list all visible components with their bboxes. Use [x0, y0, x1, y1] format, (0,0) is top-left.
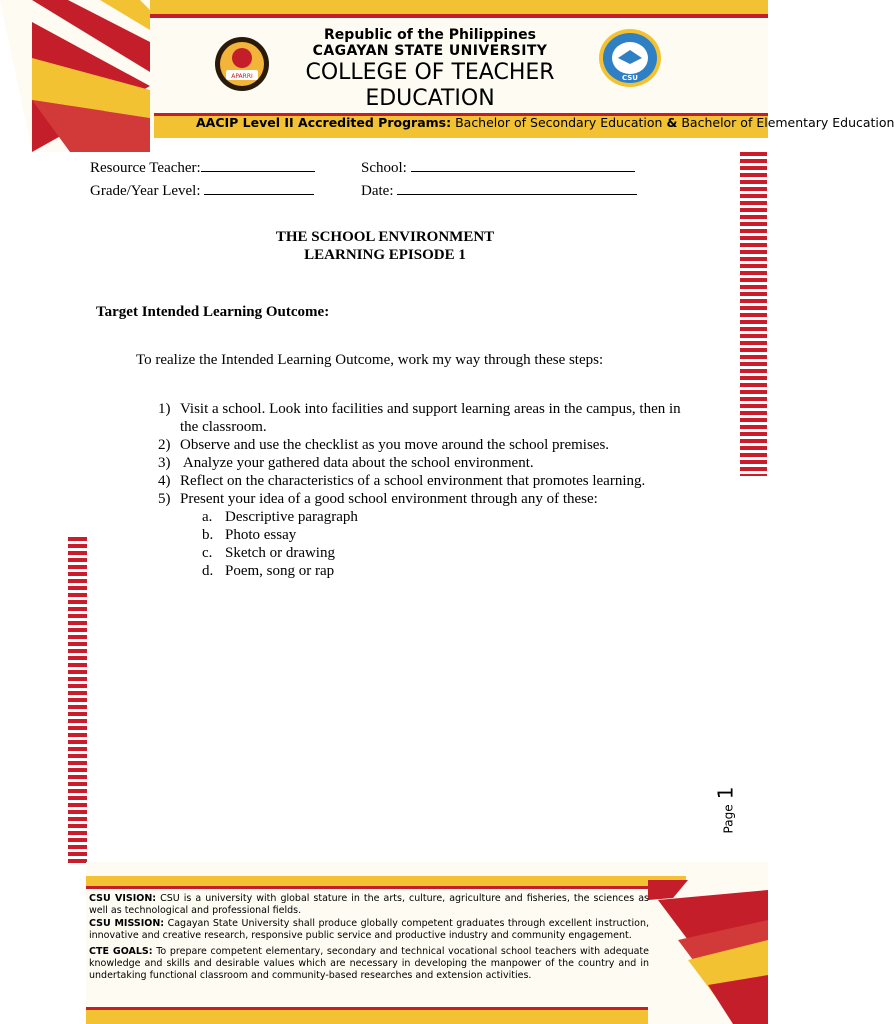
steps-list	[132, 400, 692, 580]
accreditation-text	[196, 115, 894, 133]
school-field	[361, 157, 635, 177]
document-title	[200, 228, 570, 264]
goals-label: CTE GOALS:	[89, 946, 153, 957]
list-item	[132, 454, 692, 472]
document-title-line2: LEARNING EPISODE 1	[304, 247, 466, 263]
option-text: Sketch or drawing	[225, 545, 335, 561]
header-chevron-decoration	[0, 0, 175, 152]
list-item	[132, 472, 692, 490]
cte-goals	[89, 946, 649, 982]
option-text: Descriptive paragraph	[225, 509, 358, 525]
resource-teacher-label: Resource Teacher:	[90, 160, 201, 176]
mission-text: Cagayan State University shall produce globally competent graduates through excellent instruction, innovative and creative research, responsive public service and productive industry and community engagement.	[89, 918, 649, 941]
option-text: Poem, song or rap	[225, 563, 335, 579]
option-letter: b.	[202, 527, 214, 543]
document-title-line1: THE SCHOOL ENVIRONMENT	[275, 229, 495, 245]
footer-chevron-decoration	[648, 880, 768, 1024]
options-list	[180, 508, 692, 580]
goals-text: To prepare competent elementary, secondary and technical vocational school teachers with adequate knowledge and skills and desirable values which are necessary in developing the manpower of the country and in undertaking functional classroom and community-based researches and extension activities.	[89, 946, 649, 981]
accreditation-program-secondary: Bachelor of Secondary Education	[455, 115, 663, 130]
accreditation-label: AACIP Level II Accredited Programs:	[196, 115, 452, 130]
step-text: Observe and use the checklist as you move around the school premises.	[180, 437, 610, 453]
country-name: Republic of the Philippines	[324, 27, 536, 43]
date-label: Date:	[361, 183, 394, 199]
outcome-heading: Target Intended Learning Outcome:	[96, 304, 330, 320]
footer-statements	[89, 893, 649, 997]
page-number-block	[712, 782, 752, 842]
right-stripe-decoration	[740, 152, 767, 476]
header-title-block	[290, 27, 570, 112]
step-number: 3)	[158, 455, 171, 471]
step-number: 4)	[158, 473, 171, 489]
university-name: CAGAYAN STATE UNIVERSITY	[312, 43, 548, 59]
list-item	[180, 526, 692, 544]
header-red-line	[150, 14, 768, 18]
step-text: Analyze your gathered data about the school environment.	[180, 455, 534, 471]
cte-seal-logo	[598, 28, 662, 88]
option-letter: d.	[202, 563, 214, 579]
page-number: 1	[713, 786, 738, 800]
list-item	[180, 562, 692, 580]
logo-aparri-text: APARRI	[231, 73, 253, 80]
resource-teacher-blank[interactable]	[201, 157, 315, 172]
footer-bottom-bar	[86, 1007, 686, 1024]
grade-level-blank[interactable]	[204, 180, 314, 195]
list-item	[180, 508, 692, 526]
list-item	[132, 490, 692, 580]
step-text: Present your idea of a good school environment through any of these:	[180, 491, 598, 507]
option-letter: c.	[202, 545, 213, 561]
list-item	[132, 436, 692, 454]
school-blank[interactable]	[411, 157, 635, 172]
resource-teacher-field	[90, 157, 315, 177]
step-number: 2)	[158, 437, 171, 453]
footer-top-bar	[86, 876, 686, 889]
date-blank[interactable]	[397, 180, 637, 195]
csu-aparri-logo	[214, 36, 270, 92]
grade-level-label: Grade/Year Level:	[90, 183, 201, 199]
list-item	[132, 400, 692, 436]
vision-label: CSU VISION:	[89, 893, 157, 904]
page-word: Page	[721, 804, 736, 834]
vision-text: CSU is a university with global stature in the arts, culture, agriculture and fisheries, the sciences as well as technological and professional fields.	[89, 893, 649, 916]
step-number: 5)	[158, 491, 171, 507]
step-text: Reflect on the characteristics of a school environment that promotes learning.	[180, 473, 646, 489]
date-field	[361, 180, 637, 200]
college-name: COLLEGE OF TEACHER EDUCATION	[305, 60, 555, 111]
csu-mission	[89, 918, 649, 942]
option-text: Photo essay	[225, 527, 297, 543]
grade-level-field	[90, 180, 314, 200]
option-letter: a.	[202, 509, 213, 525]
left-stripe-decoration	[68, 537, 87, 863]
intro-paragraph: To realize the Intended Learning Outcome, work my way through these steps:	[136, 352, 604, 368]
accreditation-program-elementary: Bachelor of Elementary Education	[681, 115, 894, 130]
accreditation-ampersand: &	[666, 115, 678, 130]
mission-label: CSU MISSION:	[89, 918, 165, 929]
step-number: 1)	[158, 401, 171, 417]
list-item	[180, 544, 692, 562]
seal-csu-text: CSU	[622, 74, 638, 82]
step-text: Visit a school. Look into facilities and support learning areas in the campus, then in the classroom.	[180, 401, 681, 435]
school-label: School:	[361, 160, 407, 176]
csu-vision	[89, 893, 649, 917]
